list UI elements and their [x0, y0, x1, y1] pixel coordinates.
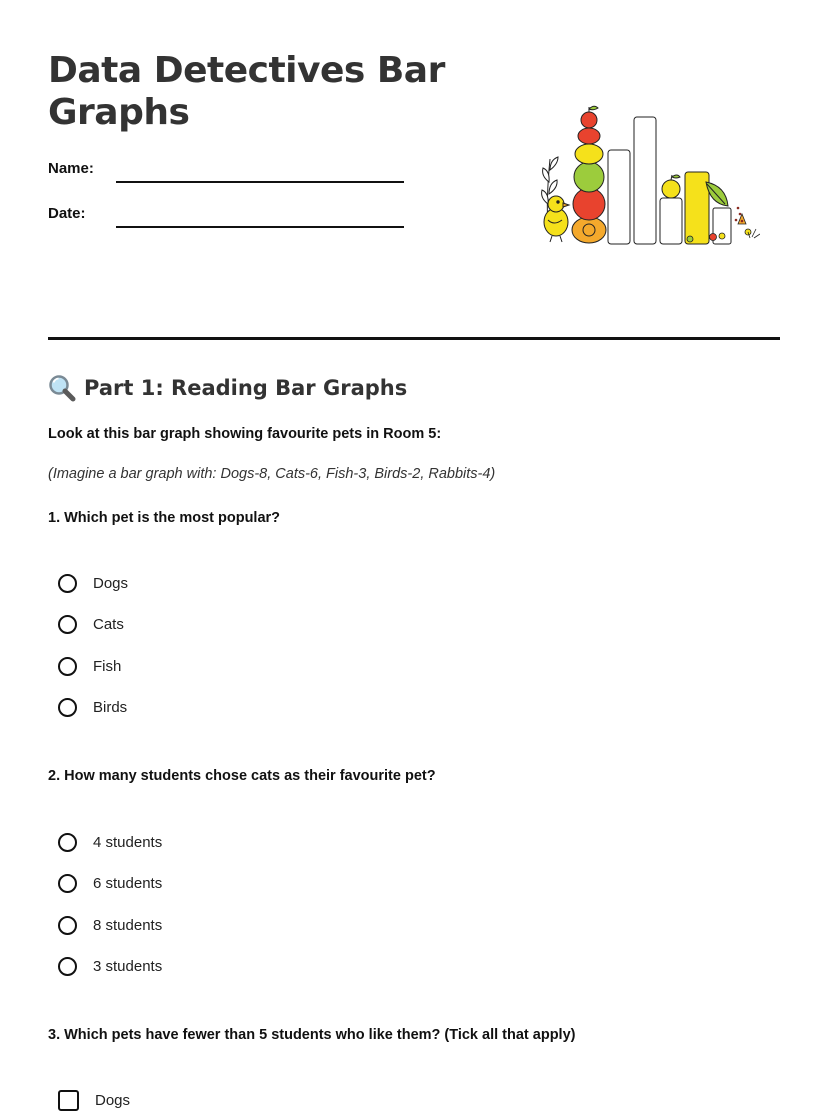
option-label: Dogs: [95, 1091, 131, 1109]
part1-heading-text: Part 1: Reading Bar Graphs: [84, 376, 408, 400]
radio-button[interactable]: [58, 874, 77, 893]
bar-graph-illustration: [526, 104, 760, 250]
option-label: 8 students: [93, 916, 163, 934]
radio-button[interactable]: [58, 833, 77, 852]
q3-option-dogs[interactable]: [58, 1088, 130, 1112]
q2-option-6[interactable]: [58, 871, 162, 895]
bar-white-3: [660, 198, 682, 244]
q1-option-dogs[interactable]: [58, 571, 128, 595]
question-2: 2. How many students chose cats as their favourite pet?: [48, 768, 436, 784]
option-label: Cats: [93, 615, 124, 633]
name-answer-line[interactable]: [116, 181, 404, 183]
worksheet-title: Data Detectives Bar Graphs: [48, 50, 445, 133]
checkbox[interactable]: [58, 1090, 79, 1111]
section-divider: [48, 337, 780, 340]
graph-description: Look at this bar graph showing favourite pets in Room 5:: [48, 426, 442, 442]
q2-option-4[interactable]: [58, 830, 162, 854]
date-label: Date:: [48, 205, 86, 222]
radio-button[interactable]: [58, 957, 77, 976]
radio-button[interactable]: [58, 916, 77, 935]
option-label: Fish: [93, 657, 122, 675]
bar-white-2: [634, 117, 656, 244]
fruit-stack: [572, 106, 606, 243]
question-1: 1. Which pet is the most popular?: [48, 510, 281, 526]
option-label: Dogs: [93, 574, 129, 592]
option-label: 4 students: [93, 833, 163, 851]
radio-button[interactable]: [58, 698, 77, 717]
radio-button[interactable]: [58, 574, 77, 593]
q2-option-8[interactable]: [58, 913, 162, 937]
magnifying-glass-icon: [48, 374, 76, 402]
radio-button[interactable]: [58, 657, 77, 676]
bar-yellow: [685, 172, 709, 244]
option-label: 6 students: [93, 874, 163, 892]
apple-on-bar: [662, 175, 680, 198]
name-label: Name:: [48, 160, 94, 177]
graph-data-note: (Imagine a bar graph with: Dogs-8, Cats-6, Fish-3, Birds-2, Rabbits-4): [48, 466, 496, 482]
chick-figure: [544, 196, 569, 242]
q2-option-3[interactable]: [58, 954, 162, 978]
option-label: 3 students: [93, 957, 163, 975]
radio-button[interactable]: [58, 615, 77, 634]
question-3: 3. Which pets have fewer than 5 students who like them? (Tick all that apply): [48, 1027, 576, 1043]
date-answer-line[interactable]: [116, 226, 404, 228]
q1-option-cats[interactable]: [58, 612, 124, 636]
option-label: Birds: [93, 698, 128, 716]
q1-option-birds[interactable]: [58, 695, 127, 719]
q1-option-fish[interactable]: [58, 654, 121, 678]
bar-white-1: [608, 150, 630, 244]
part1-heading: [48, 374, 407, 402]
